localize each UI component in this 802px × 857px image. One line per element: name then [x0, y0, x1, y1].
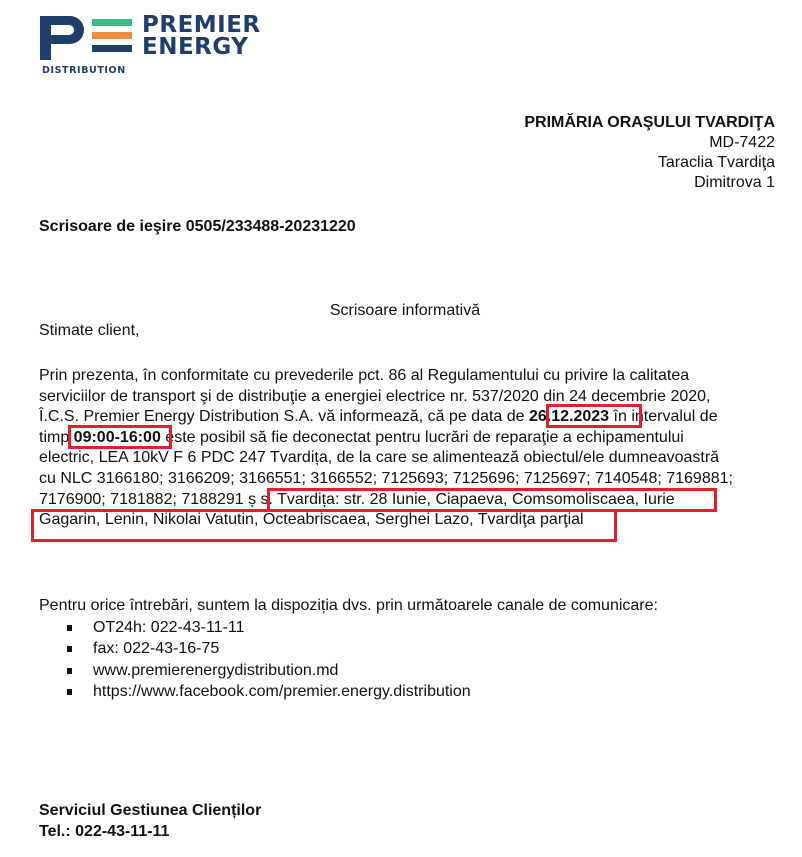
outage-date: 26.12.2023 — [529, 408, 610, 426]
signature-block — [39, 800, 261, 842]
recipient-name: PRIMĂRIA ORAŞULUI TVARDIŢA — [524, 114, 775, 131]
logo-p-icon — [40, 16, 84, 60]
signature-department: Serviciul Gestiunea Clienților — [39, 802, 262, 819]
contact-intro: Pentru orice întrebări, suntem la dispoziția dvs. prin următoarele canale de comunicare: — [39, 597, 658, 614]
recipient-street: Dimitrova 1 — [694, 174, 775, 191]
body-line-4: timp 09:00-16:00 este posibil să fie deconectat pentru lucrări de reparaţie a echipamentului — [39, 428, 684, 446]
body-line-6: cu NLC 3166180; 3166209; 3166551; 3166552; 7125693; 7125696; 7125697; 7140548; 7169881; — [39, 469, 733, 487]
logo-word-energy: ENERGY — [142, 34, 249, 60]
highlight-date-box — [546, 404, 642, 428]
letter-title: Scrisoare informativă — [329, 302, 481, 319]
recipient-address — [524, 113, 775, 193]
recipient-locality: Taraclia Tvardiţa — [657, 154, 775, 171]
contact-list — [39, 617, 658, 703]
contact-website-link[interactable]: www.premierenergydistribution.md — [39, 660, 658, 682]
highlight-streets-box-2 — [31, 509, 617, 542]
outgoing-reference: Scrisoare de ieşire 0505/233488-20231220 — [39, 218, 356, 235]
logo-distribution: DISTRIBUTION — [42, 65, 126, 76]
logo-wordmark — [142, 14, 261, 58]
contact-fax: fax: 022-43-16-75 — [39, 638, 658, 660]
company-logo — [40, 14, 280, 76]
contact-section — [39, 595, 658, 703]
body-line-5: electric, LEA 10kV F 6 PDC 247 Tvardița, de la care se alimentează obiectul/ele dumneavoastră — [39, 449, 720, 467]
body-line-1: Prin prezenta, în conformitate cu prevederile pct. 86 al Regulamentului cu privire la calitatea — [39, 367, 690, 384]
signature-phone: Tel.: 022-43-11-11 — [39, 823, 170, 840]
affected-streets-part1: s. Tvardița: str. 28 Iunie, Ciapaeva, Comsomoliscaea, Iurie — [260, 490, 675, 508]
body-line-8: Gagarin, Lenin, Nikolai Vatutin, Octeabriscaea, Serghei Lazo, Tvardiţa parţial — [39, 511, 584, 529]
contact-facebook-link[interactable]: https://www.facebook.com/premier.energy.distribution — [39, 681, 658, 703]
logo-word-premier: PREMIER — [142, 12, 261, 38]
highlight-time-box — [68, 425, 172, 449]
recipient-postal: MD-7422 — [709, 134, 775, 151]
body-line-7: 7176900; 7181882; 7188291 ș s. Tvardița: str. 28 Iunie, Ciapaeva, Comsomoliscaea, Iurie — [39, 490, 675, 508]
body-line-3: Î.C.S. Premier Energy Distribution S.A. vă informează, că pe data de 26.12.2023 în intervalul de — [39, 408, 718, 426]
contact-phone: OT24h: 022-43-11-11 — [39, 617, 658, 639]
logo-bars-icon — [92, 19, 132, 58]
outage-time: 09:00-16:00 — [73, 428, 161, 446]
greeting: Stimate client, — [39, 322, 140, 339]
body-line-2: serviciilor de transport şi de distribuţie a energiei electrice nr. 537/2020 din 24 decembrie 2020, — [39, 387, 711, 405]
